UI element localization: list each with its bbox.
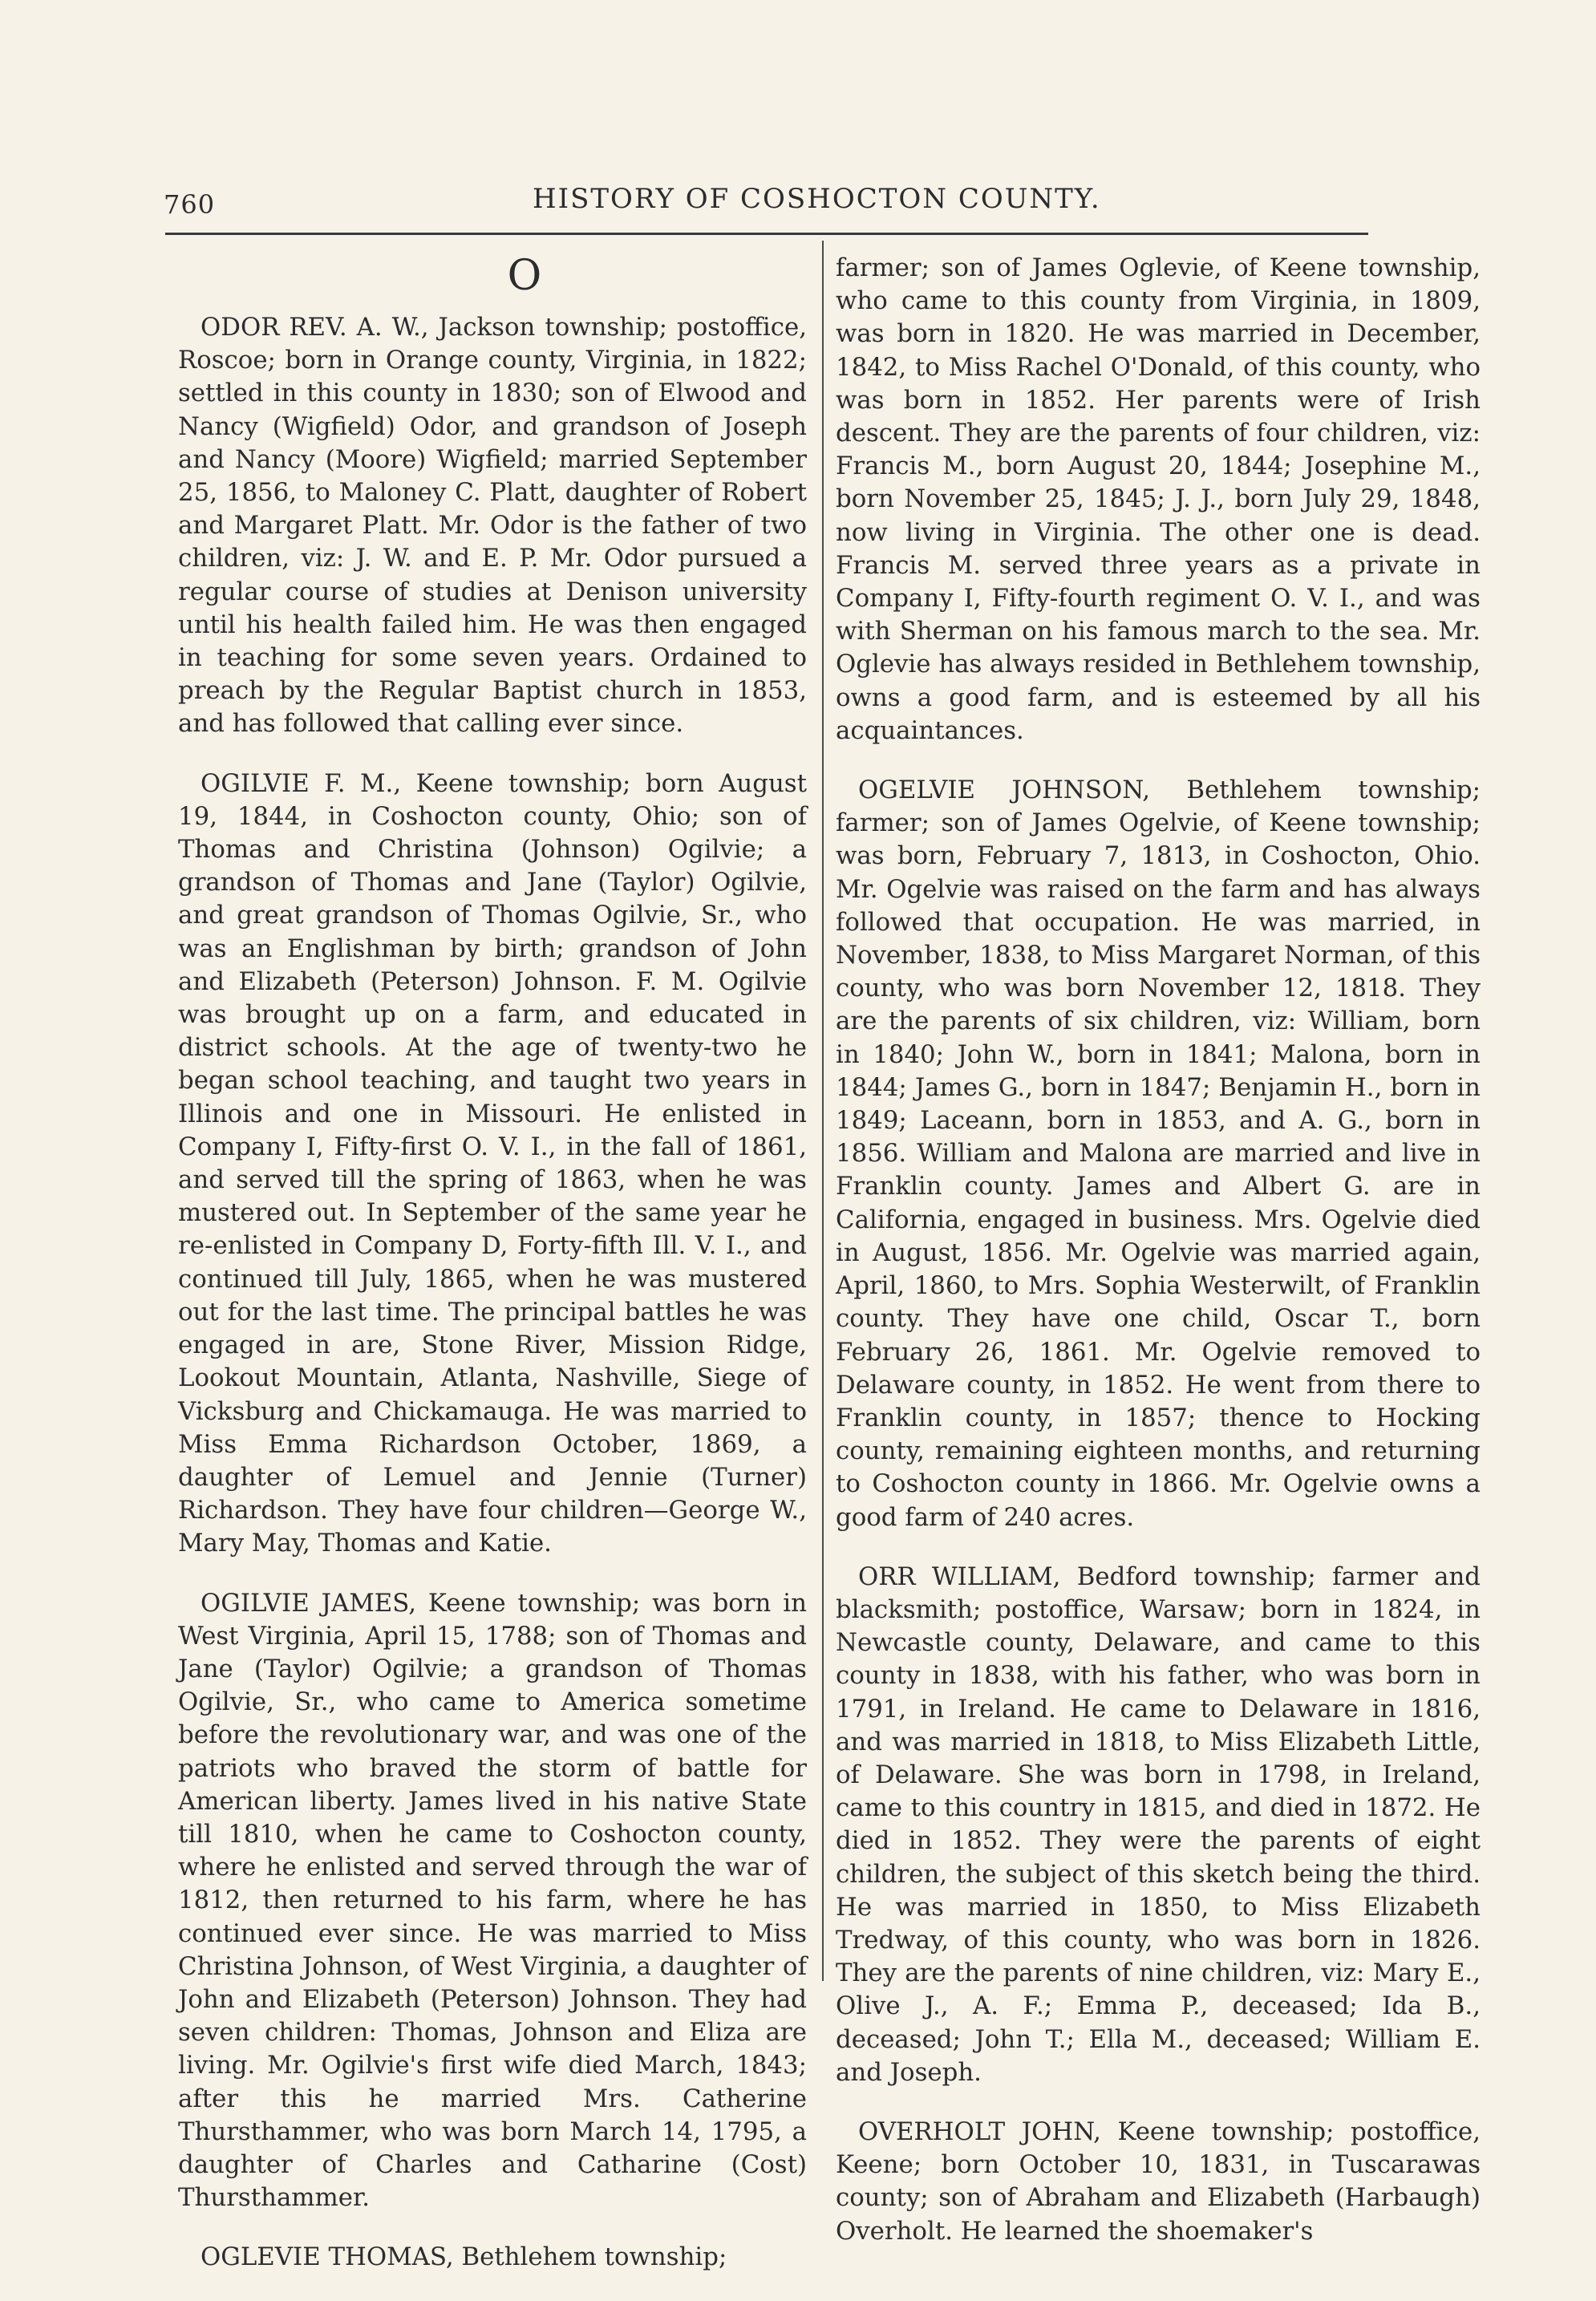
left-column: [178, 245, 807, 2301]
right-column: [836, 252, 1481, 2275]
column-divider: [822, 241, 824, 1981]
entry-ogilvie-fm: OGILVIE F. M., Keene township; born August 19, 1844, in Coshocton county, Ohio; son of Thomas and Christina (Johnson) Ogilvie; a grandson of Thomas and Jane (Taylor) Ogilvie, and great grandson of Thomas Ogilvie, Sr., who was an Englishman by birth; grandson of John and Elizabeth (Peterson) Johnson. F. M. Ogilvie was brought up on a farm, and educated in district schools. At the age of twenty-two he began school teaching, and taught two years in Illinois and one in Missouri. He enlisted in Company I, Fifty-first O. V. I., in the fall of 1861, and served till the spring of 1863, when he was mustered out. In September of the same year he re-enlisted in Company D, Forty-fifth Ill. V. I., and continued till July, 1865, when he was mustered out for the last time. The principal battles he was engaged in are, Stone River, Mission Ridge, Lookout Mountain, Atlanta, Nashville, Siege of Vicksburg and Chickamauga. He was married to Miss Emma Richardson October, 1869, a daughter of Lemuel and Jennie (Turner) Richardson. They have four children—George W., Mary May, Thomas and Katie.: [178, 768, 807, 1558]
entry-ogelvie-johnson: OGELVIE JOHNSON, Bethlehem township; farmer; son of James Ogelvie, of Keene township; was born, February 7, 1813, in Coshocton, Ohio. Mr. Ogelvie was raised on the farm and has always followed that occupation. He was married, in November, 1838, to Miss Margaret Norman, of this county, who was born November 12, 1818. They are the parents of six children, viz: William, born in 1840; John W., born in 1841; Malona, born in 1844; James G., born in 1847; Benjamin H., born in 1849; Laceann, born in 1853, and A. G., born in 1856. William and Malona are married and live in Franklin county. James and Albert G. are in California, engaged in business. Mrs. Ogelvie died in August, 1856. Mr. Ogelvie was married again, April, 1860, to Mrs. Sophia Westerwilt, of Franklin county. They have one child, Oscar T., born February 26, 1861. Mr. Ogelvie removed to Delaware county, in 1852. He went from there to Franklin county, in 1857; thence to Hocking county, remaining eighteen months, and returning to Coshocton county in 1866. Mr. Ogelvie owns a good farm of 240 acres.: [836, 776, 1481, 1532]
entry-overholt-john: OVERHOLT JOHN, Keene township; postoffice, Keene; born October 10, 1831, in Tuscarawas county; son of Abraham and Elizabeth (Harbaugh) Overholt. He learned the shoemaker's: [836, 2117, 1481, 2246]
entry-ogilvie-james: OGILVIE JAMES, Keene township; was born in West Virginia, April 15, 1788; son of Thomas and Jane (Taylor) Ogilvie; a grandson of Thomas Ogilvie, Sr., who came to America sometime before the revolutionary war, and was one of the patriots who braved the storm of battle for American liberty. James lived in his native State till 1810, when he came to Coshocton county, where he enlisted and served through the war of 1812, then returned to his farm, where he has continued ever since. He was married to Miss Christina Johnson, of West Virginia, a daughter of John and Elizabeth (Peterson) Johnson. They had seven children: Thomas, Johnson and Eliza are living. Mr. Ogilvie's first wife died March, 1843; after this he married Mrs. Catherine Thursthammer, who was born March 14, 1795, a daughter of Charles and Catharine (Cost) Thursthammer.: [178, 1588, 807, 2213]
section-letter: O: [507, 252, 542, 300]
entry-oglevie-thomas: OGLEVIE THOMAS, Bethlehem township;: [201, 2242, 727, 2272]
entry-odor: ODOR REV. A. W., Jackson township; postoffice, Roscoe; born in Orange county, Virginia, in 1822; settled in this county in 1830; son of Elwood and Nancy (Wigfield) Odor, and grandson of Joseph and Nancy (Moore) Wigfield; married September 25, 1856, to Maloney C. Platt, daughter of Robert and Margaret Platt. Mr. Odor is the father of two children, viz: J. W. and E. P. Mr. Odor pursued a regular course of studies at Denison university until his health failed him. He was then engaged in teaching for some seven years. Ordained to preach by the Regular Baptist church in 1853, and has followed that calling ever since.: [178, 313, 807, 739]
entry-oglevie-thomas-continued: farmer; son of James Oglevie, of Keene township, who came to this county from Virginia, in 1809, was born in 1820. He was married in December, 1842, to Miss Rachel O'Donald, of this county, who was born in 1852. Her parents were of Irish descent. They are the parents of four children, viz: Francis M., born August 20, 1844; Josephine M., born November 25, 1845; J. J., born July 29, 1848, now living in Virginia. The other one is dead. Francis M. served three years as a private in Company I, Fifty-fourth regiment O. V. I., and was with Sherman on his famous march to the sea. Mr. Oglevie has always resided in Bethlehem township, owns a good farm, and is esteemed by all his acquaintances.: [836, 253, 1481, 745]
header-rule: [165, 233, 1368, 235]
entry-orr-william: ORR WILLIAM, Bedford township; farmer and blacksmith; postoffice, Warsaw; born in 1824, in Newcastle county, Delaware, and came to this county in 1838, with his father, who was born in 1791, in Ireland. He came to Delaware in 1816, and was married in 1818, to Miss Elizabeth Little, of Delaware. She was born in 1798, in Ireland, came to this country in 1815, and died in 1872. He died in 1852. They were the parents of eight children, the subject of this sketch being the third. He was married in 1850, to Miss Elizabeth Tredway, of this county, who was born in 1826. They are the parents of nine children, viz: Mary E., Olive J., A. F.; Emma P., deceased; Ida B., deceased; John T.; Ella M., deceased; William E. and Joseph.: [836, 1562, 1481, 2087]
page-number: 760: [164, 189, 216, 220]
running-title: HISTORY OF COSHOCTON COUNTY.: [533, 183, 1101, 215]
